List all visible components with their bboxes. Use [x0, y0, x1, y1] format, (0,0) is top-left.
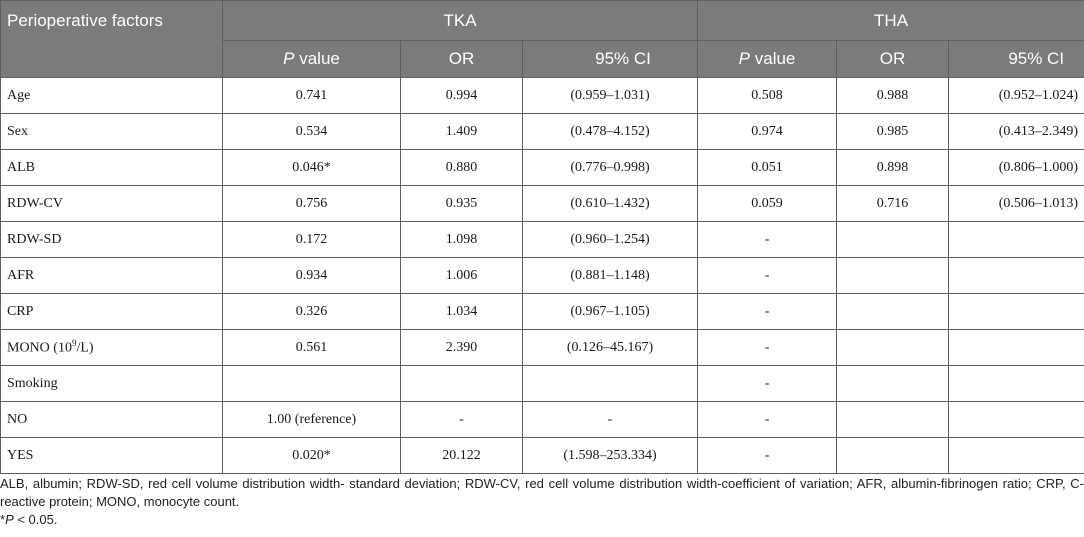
tha-p-cell: - — [698, 438, 837, 474]
tha-ci-cell — [949, 258, 1084, 294]
tka-p-cell: 0.756 — [223, 186, 401, 222]
tha-ci-cell: (0.506–1.013) — [949, 186, 1084, 222]
tha-ci-cell — [949, 366, 1084, 402]
tha-ci-cell: (0.413–2.349) — [949, 114, 1084, 150]
tka-ci-cell: (0.776–0.998) — [523, 150, 698, 186]
tka-ci-cell: (0.478–4.152) — [523, 114, 698, 150]
tka-p-header: P value — [223, 41, 401, 78]
tha-ci-cell: (0.952–1.024) — [949, 78, 1084, 114]
tha-p-cell: 0.974 — [698, 114, 837, 150]
header-row-groups — [1, 1, 1084, 41]
row-label: Smoking — [1, 366, 223, 402]
row-label: RDW-CV — [1, 186, 223, 222]
factors-header: Perioperative factors — [1, 1, 223, 78]
table-row — [1, 114, 1084, 150]
tha-ci-cell — [949, 294, 1084, 330]
row-label: RDW-SD — [1, 222, 223, 258]
tha-p-cell: - — [698, 294, 837, 330]
table-row — [1, 330, 1084, 366]
tka-or-cell: 0.935 — [401, 186, 523, 222]
tka-ci-cell: - — [523, 402, 698, 438]
tha-ci-cell — [949, 402, 1084, 438]
table-row — [1, 186, 1084, 222]
tha-or-cell: 0.716 — [837, 186, 949, 222]
tha-or-cell — [837, 366, 949, 402]
tka-or-cell: 1.098 — [401, 222, 523, 258]
tha-or-cell — [837, 222, 949, 258]
tka-p-cell: 0.020* — [223, 438, 401, 474]
tka-p-cell: 0.561 — [223, 330, 401, 366]
row-label: YES — [1, 438, 223, 474]
tha-p-cell: - — [698, 366, 837, 402]
row-label: Sex — [1, 114, 223, 150]
table-row — [1, 258, 1084, 294]
table-row — [1, 78, 1084, 114]
tka-or-cell: - — [401, 402, 523, 438]
table-row — [1, 294, 1084, 330]
tka-or-cell: 20.122 — [401, 438, 523, 474]
tha-ci-cell — [949, 222, 1084, 258]
tha-p-cell: - — [698, 330, 837, 366]
tka-or-cell: 1.409 — [401, 114, 523, 150]
tka-p-cell: 0.046* — [223, 150, 401, 186]
table-row — [1, 402, 1084, 438]
row-label: NO — [1, 402, 223, 438]
tha-ci-header: 95% CI — [949, 41, 1084, 78]
tka-or-cell — [401, 366, 523, 402]
tha-group-header: THA — [698, 1, 1084, 41]
table-row — [1, 366, 1084, 402]
tha-p-cell: - — [698, 258, 837, 294]
tka-ci-cell: (1.598–253.334) — [523, 438, 698, 474]
tha-ci-cell: (0.806–1.000) — [949, 150, 1084, 186]
table-row — [1, 222, 1084, 258]
tha-p-cell: 0.508 — [698, 78, 837, 114]
tha-ci-cell — [949, 330, 1084, 366]
tha-or-cell: 0.985 — [837, 114, 949, 150]
tha-p-cell: - — [698, 402, 837, 438]
tka-ci-cell: (0.960–1.254) — [523, 222, 698, 258]
tka-ci-cell: (0.967–1.105) — [523, 294, 698, 330]
tha-or-cell — [837, 258, 949, 294]
tka-or-cell: 1.006 — [401, 258, 523, 294]
tka-or-cell: 2.390 — [401, 330, 523, 366]
tka-p-cell: 0.934 — [223, 258, 401, 294]
tka-or-cell: 0.994 — [401, 78, 523, 114]
tka-ci-cell — [523, 366, 698, 402]
tha-or-cell — [837, 330, 949, 366]
tha-or-header: OR — [837, 41, 949, 78]
tka-or-cell: 0.880 — [401, 150, 523, 186]
table-row — [1, 150, 1084, 186]
tka-p-cell: 1.00 (reference) — [223, 402, 401, 438]
tha-or-cell — [837, 402, 949, 438]
tha-p-header: P value — [698, 41, 837, 78]
significance-footnote: *P < 0.05. — [0, 512, 58, 527]
tha-or-cell: 0.898 — [837, 150, 949, 186]
tha-or-cell — [837, 438, 949, 474]
table-row — [1, 438, 1084, 474]
table-footnotes — [0, 475, 1084, 529]
tka-group-header: TKA — [223, 1, 698, 41]
row-label: MONO $(10^9/L)$ — [1, 330, 223, 366]
tka-p-cell: 0.534 — [223, 114, 401, 150]
abbreviations-footnote: ALB, albumin; RDW-SD, red cell volume distribution width- standard deviation; RDW-CV, red cell volume distribution width-coefficient of variation; AFR, albumin-fibrinogen ratio; CRP, C-reactive protein; MONO, monocyte count. — [0, 476, 1084, 509]
row-label: AFR — [1, 258, 223, 294]
tha-or-cell — [837, 294, 949, 330]
tka-ci-cell: (0.881–1.148) — [523, 258, 698, 294]
tka-ci-cell: (0.126–45.167) — [523, 330, 698, 366]
tka-p-cell: 0.326 — [223, 294, 401, 330]
tka-or-cell: 1.034 — [401, 294, 523, 330]
row-label: Age — [1, 78, 223, 114]
row-label: ALB — [1, 150, 223, 186]
tha-ci-cell — [949, 438, 1084, 474]
tka-ci-cell: (0.610–1.432) — [523, 186, 698, 222]
tha-p-cell: 0.059 — [698, 186, 837, 222]
tka-p-cell: 0.172 — [223, 222, 401, 258]
tha-or-cell: 0.988 — [837, 78, 949, 114]
tka-ci-header: 95% CI — [523, 41, 698, 78]
tka-p-cell — [223, 366, 401, 402]
tha-p-cell: - — [698, 222, 837, 258]
tka-p-cell: 0.741 — [223, 78, 401, 114]
tha-p-cell: 0.051 — [698, 150, 837, 186]
tka-or-header: OR — [401, 41, 523, 78]
tka-ci-cell: (0.959–1.031) — [523, 78, 698, 114]
row-label: CRP — [1, 294, 223, 330]
